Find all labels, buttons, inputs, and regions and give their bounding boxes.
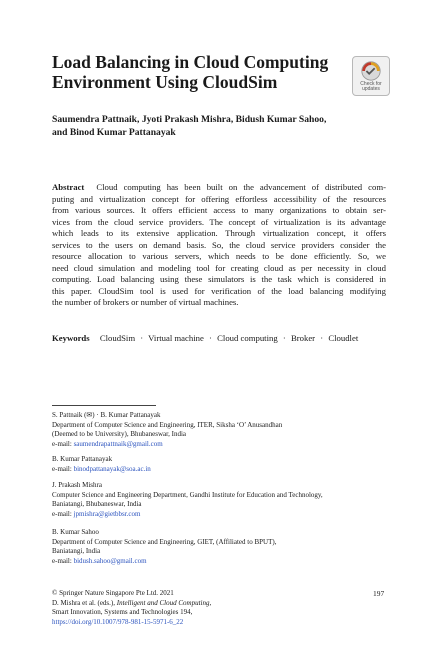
- badge-label-2: updates: [362, 86, 380, 92]
- badge-label-1: Check for: [360, 81, 382, 87]
- abstract: [52, 182, 386, 309]
- email-link[interactable]: saumendrapattnaik@gmail.com: [73, 440, 163, 449]
- copyright-block: [52, 589, 352, 628]
- abstract-line-4: vices from the cloud service providers. The concept of virtualization is its advantage: [52, 216, 386, 227]
- title-line-2: Environment Using CloudSim: [52, 72, 278, 92]
- authors-line-2: and Binod Kumar Pattanayak: [52, 127, 176, 138]
- abstract-label: Abstract: [52, 182, 85, 192]
- citation-suffix: ,: [209, 598, 212, 607]
- check-for-updates-icon: [360, 60, 382, 82]
- abstract-line-2: puting and virtualization concept for offering effortless accessibility of the resources: [52, 193, 386, 204]
- affiliation-email-row: [52, 510, 392, 520]
- abstract-line-7: resource allocation to various servers, which needs to be done efficiently. So, we: [52, 251, 386, 261]
- copyright-line: © Springer Nature Singapore Pte Ltd. 2021: [52, 589, 174, 597]
- series-line: Smart Innovation, Systems and Technologies 194,: [52, 608, 193, 617]
- doi-link[interactable]: https://doi.org/10.1007/978-981-15-5971-6_22: [52, 618, 184, 627]
- abstract-line-8: need cloud simulation and modeling tool for creating cloud as per necessity in cloud: [52, 262, 386, 273]
- affiliation-email-row: [52, 465, 392, 475]
- email-label: e-mail:: [52, 557, 74, 566]
- abstract-line-3: from various sources. It offers efficient access to many organizations to obtain ser-: [52, 205, 386, 215]
- keyword-item: Broker: [290, 333, 316, 343]
- citation-prefix: D. Mishra et al. (eds.),: [52, 598, 117, 607]
- affiliation-location: Baniatangi, Bhubaneswar, India: [52, 500, 142, 509]
- abstract-line-11: the number of brokers or number of virtual machines.: [52, 297, 239, 307]
- affiliation-names: B. Kumar Sahoo: [52, 528, 99, 536]
- affiliation-block-pattanayak: [52, 455, 392, 474]
- affiliation-department: Department of Computer Science and Engineering, ITER, Siksha ‘O’ Anusandhan: [52, 420, 283, 429]
- check-for-updates-badge[interactable]: [352, 56, 390, 96]
- keyword-item: CloudSim: [99, 333, 136, 343]
- abstract-text-1: Cloud computing has been built on the advancement of distributed com-: [96, 182, 386, 192]
- affiliation-names: J. Prakash Mishra: [52, 481, 102, 489]
- email-label: e-mail:: [52, 440, 74, 449]
- keywords-label: Keywords: [52, 333, 90, 343]
- affiliation-email-row: [52, 557, 392, 567]
- email-link[interactable]: bidush.sahoo@gmail.com: [73, 557, 147, 566]
- abstract-line-5: which leads to its extensive application. Through virtualization concept, it offers: [52, 228, 386, 238]
- keywords: [52, 333, 392, 344]
- title-line-1: Load Balancing in Cloud Computing: [52, 52, 329, 72]
- email-label: e-mail:: [52, 510, 74, 519]
- email-label: e-mail:: [52, 464, 74, 473]
- keyword-separator: ·: [320, 333, 324, 343]
- keyword-separator: ·: [140, 333, 144, 343]
- affiliation-location: (Deemed to be University), Bhubaneswar, India: [52, 430, 187, 439]
- author-list: [52, 113, 392, 139]
- abstract-line-6: services to the users on demand basis. So, the cloud service providers consider the: [52, 239, 386, 250]
- affiliation-location: Baniatangi, India: [52, 547, 101, 556]
- affiliation-block-mishra: [52, 481, 392, 520]
- authors-line-1: Saumendra Pattnaik, Jyoti Prakash Mishra, Bidush Kumar Sahoo,: [52, 114, 327, 125]
- affiliation-department: Department of Computer Science and Engineering, GIET, (Affiliated to BPUT),: [52, 537, 277, 546]
- affiliation-names: B. Kumar Pattanayak: [52, 455, 113, 463]
- citation-line: [52, 599, 352, 609]
- footnote-divider: [52, 405, 156, 406]
- keyword-separator: ·: [209, 333, 212, 343]
- keyword-item: Virtual machine: [148, 333, 204, 343]
- affiliation-block-sahoo: [52, 528, 392, 567]
- abstract-line-9: computing. Load balancing using these simulators is the task which is considered in: [52, 274, 386, 284]
- keyword-separator: ·: [282, 333, 286, 343]
- keyword-item: Cloudlet: [328, 333, 359, 343]
- book-title: Intelligent and Cloud Computing: [116, 598, 210, 607]
- affiliation-email-row: [52, 440, 392, 450]
- keyword-item: Cloud computing: [217, 333, 278, 343]
- page-number: 197: [373, 589, 385, 598]
- email-link[interactable]: binodpattanayak@soa.ac.in: [73, 464, 151, 473]
- affiliation-department: Computer Science and Engineering Department, Gandhi Institute for Education and Technology,: [52, 490, 323, 499]
- affiliation-names: S. Pattnaik (✉) · B. Kumar Pattanayak: [52, 411, 161, 419]
- affiliation-block-pattnaik: [52, 411, 392, 450]
- abstract-line-1: [52, 182, 386, 194]
- abstract-line-10: this paper. CloudSim tool is used for verification of the load balancing modifying: [52, 285, 386, 296]
- email-link[interactable]: jpmishra@gietbbsr.com: [73, 510, 141, 519]
- paper-title: [52, 52, 352, 92]
